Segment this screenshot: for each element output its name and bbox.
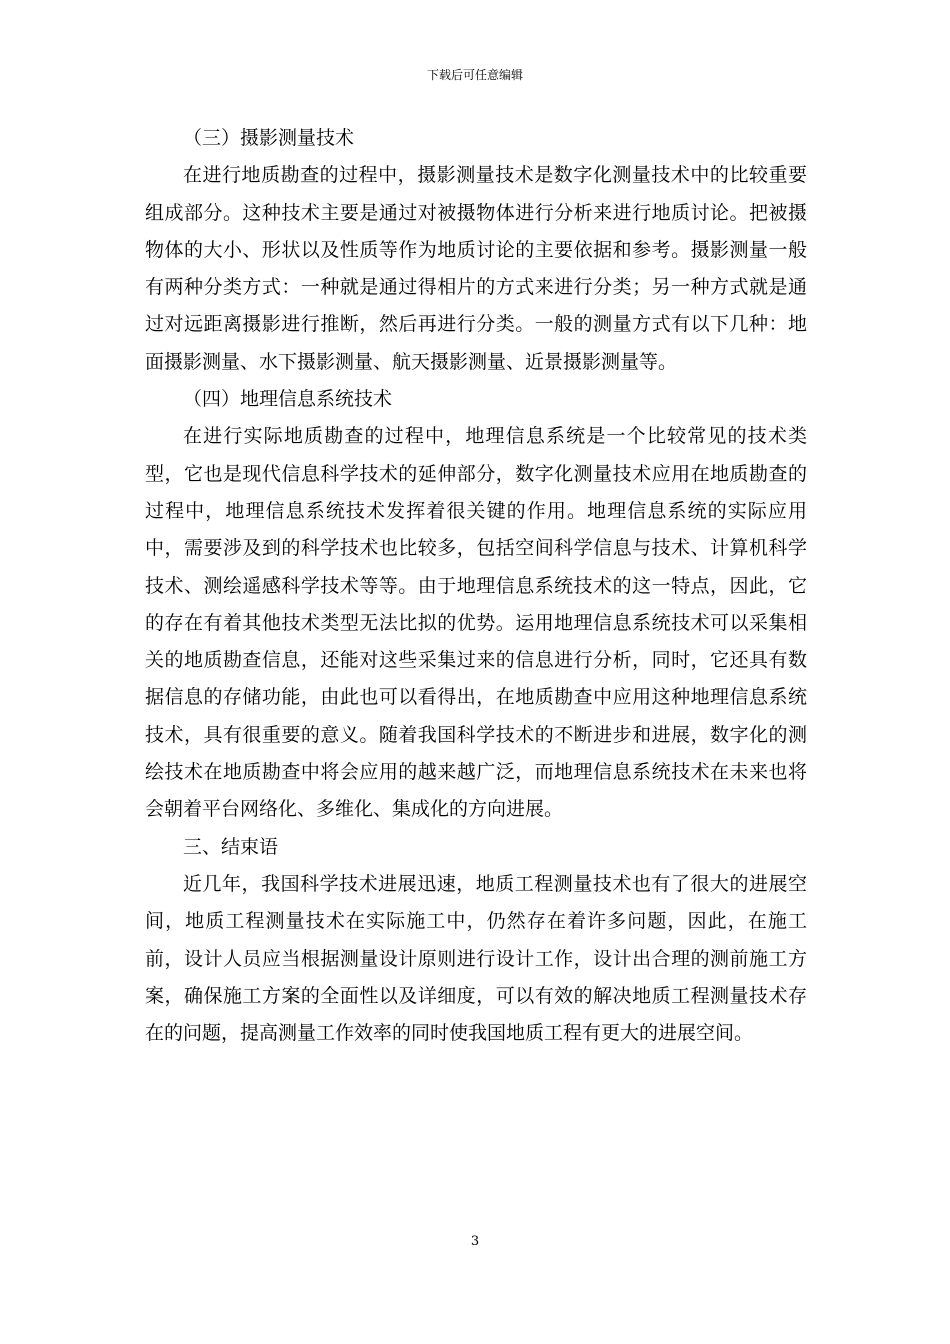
paragraph-photogrammetry: 在进行地质勘查的过程中，摄影测量技术是数字化测量技术中的比较重要组成部分。这种技术主要是通过对被摄物体进行分析来进行地质讨论。把被摄物体的大小、形状以及性质等作为地质讨论的主要依据和参考。摄影测量一般有两种分类方式：一种就是通过得相片的方式来进行分类；另一种方式就是通过对远距离摄影进行推断，然后再进行分类。一般的测量方式有以下几种：地面摄影测量、水下摄影测量、航天摄影测量、近景摄影测量等。 xyxy=(145,164,807,373)
paragraph-conclusion: 近几年，我国科学技术进展迅速，地质工程测量技术也有了很大的进展空间，地质工程测量技术在实际施工中，仍然存在着许多问题，因此，在施工前，设计人员应当根据测量设计原则进行设计工作，设计出合理的测前施工方案，确保施工方案的全面性以及详细度，可以有效的解决地质工程测量技术存在的问题，提高测量工作效率的同时使我国地质工程有更大的进展空间。 xyxy=(145,872,807,1045)
section-heading-conclusion: 三、结束语 xyxy=(183,835,279,858)
paragraph-gis: 在进行实际地质勘查的过程中，地理信息系统是一个比较常见的技术类型，它也是现代信息科学技术的延伸部分，数字化测量技术应用在地质勘查的过程中，地理信息系统技术发挥着很关键的作用。地理信息系统的实际应用中，需要涉及到的科学技术也比较多，包括空间科学信息与技术、计算机科学技术、测绘遥感科学技术等等。由于地理信息系统技术的这一特点，因此，它的存在有着其他技术类型无法比拟的优势。运用地理信息系统技术可以采集相关的地质勘查信息，还能对这些采集过来的信息进行分析，同时，它还具有数据信息的存储功能，由此也可以看得出，在地质勘查中应用这种地理信息系统技术，具有很重要的意义。随着我国科学技术的不断进步和进展，数字化的测绘技术在地质勘查中将会应用的越来越广泛，而地理信息系统技术在未来也将会朝着平台网络化、多维化、集成化的方向进展。 xyxy=(145,425,807,821)
section-heading-gis: （四）地理信息系统技术 xyxy=(183,388,393,411)
document-body xyxy=(145,120,807,1052)
page-number: 3 xyxy=(470,1234,480,1249)
section-heading-photogrammetry: （三）摄影测量技术 xyxy=(183,127,355,149)
page-header: 下载后可任意编辑 xyxy=(426,68,523,82)
